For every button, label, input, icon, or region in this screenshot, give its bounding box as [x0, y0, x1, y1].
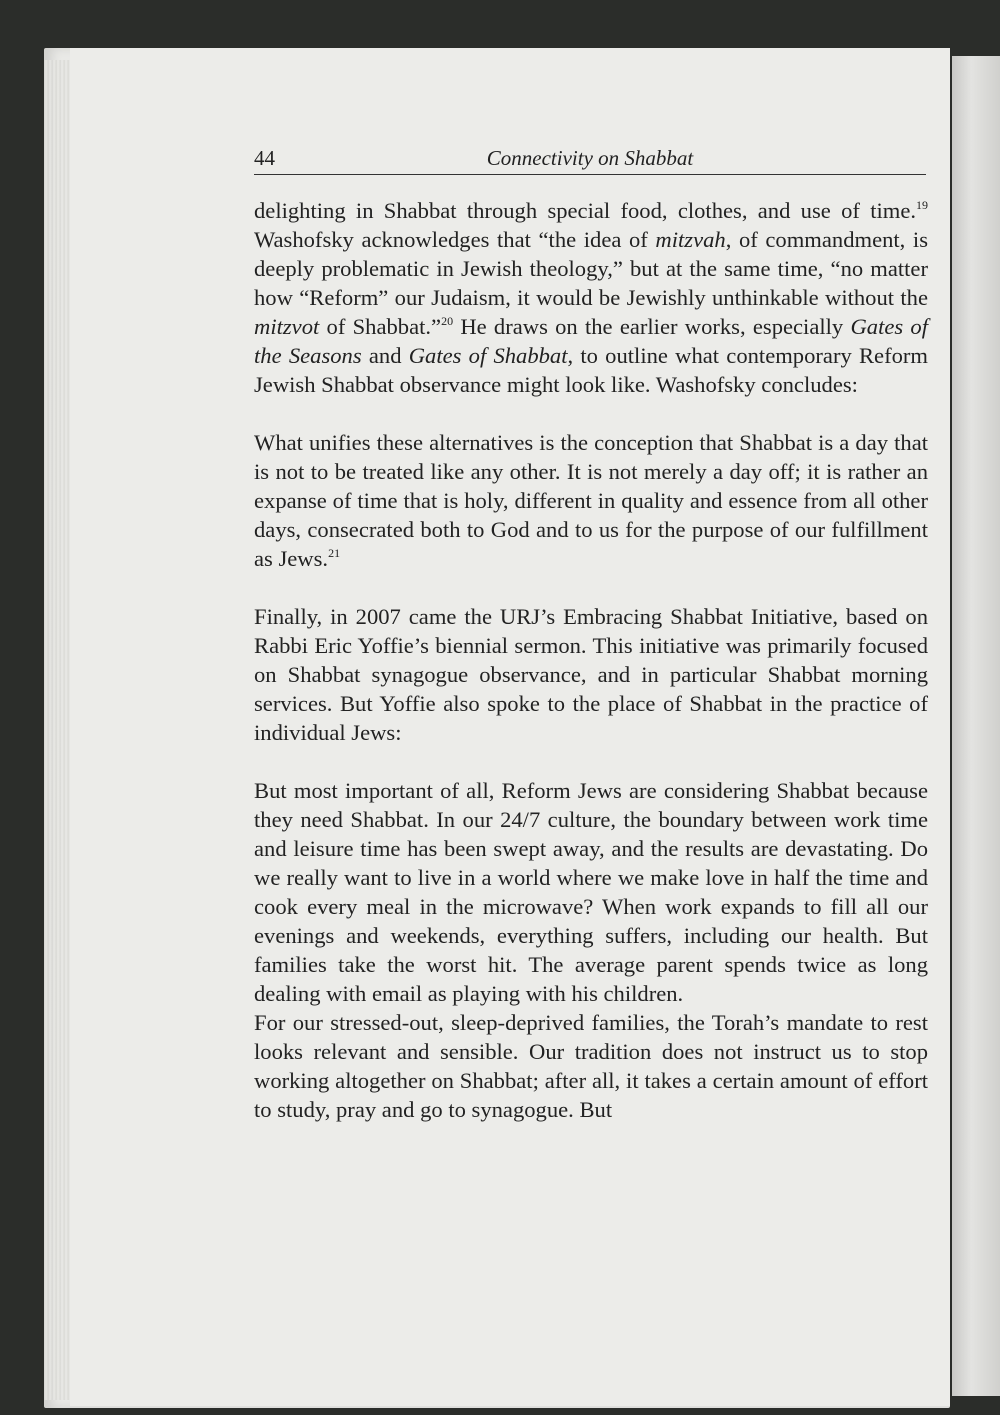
block-quote-yoffie-1: But most important of all, Reform Jews are considering Shabbat because they need Shabbat. In our 24/7 culture, the boundary between work time and leisure time has been swept away, and the results are devastating. Do we really want to live in a world where we make love in half the time and cook every meal in the microwave? When work expands to fill all our evenings and weekends, everything suffers, including our health. But families take the worst hit. The average parent spends twice as long dealing with email as playing with his children.: [254, 778, 928, 1006]
page-number: 44: [254, 146, 275, 170]
paragraph-urj-initiative: Finally, in 2007 came the URJ’s Embracing Shabbat Initiative, based on Rabbi Eric Yoffie’s biennial sermon. This initiative was primarily focused on Shabbat synagogue observance, and in particular Shabbat morning services. But Yoffie also spoke to the place of Shabbat in the practice of individual Jews:: [254, 604, 928, 745]
page-edges: [44, 60, 70, 1400]
block-quote-washofsky: What unifies these alternatives is the conception that Shabbat is a day that is not to be treated like any other. It is not merely a day off; it is rather an expanse of time that is holy, different in quality and essence from all other days, consecrated both to God and to us for the purpose of our fulfillment as Jews.$^{21}$: [254, 430, 928, 571]
page-body: [254, 196, 928, 1124]
footnote-ref-19: 19: [916, 198, 928, 212]
running-title: Connectivity on Shabbat: [486, 146, 694, 170]
footnote-ref-21: 21: [328, 546, 341, 560]
paragraph-washofsky: delighting in Shabbat through special food, clothes, and use of time.$^{19}$ Washofsky acknowledges that “the idea of mitzvah, of commandment, is deeply problematic in Jewish theology,” but at the same time, “no matter how “Reform” our Judaism, it would be Jewishly unthinkable without the mitzvot of Shabbat.”$^{20}$ He draws on the earlier works, especially Gates of the Seasons and Gates of Shabbat, to outline what contemporary Reform Jewish Shabbat observance might look like. Washofsky concludes:: [254, 198, 929, 397]
page-header: [254, 146, 926, 175]
facing-page-edge: [952, 56, 1000, 1396]
footnote-ref-20: 20: [441, 314, 454, 328]
block-quote-yoffie-2: For our stressed-out, sleep-deprived families, the Torah’s mandate to rest looks relevant and sensible. Our tradition does not instruct us to stop working altogether on Shabbat; after all, it takes a certain amount of effort to study, pray and go to synagogue. But: [254, 1010, 928, 1122]
